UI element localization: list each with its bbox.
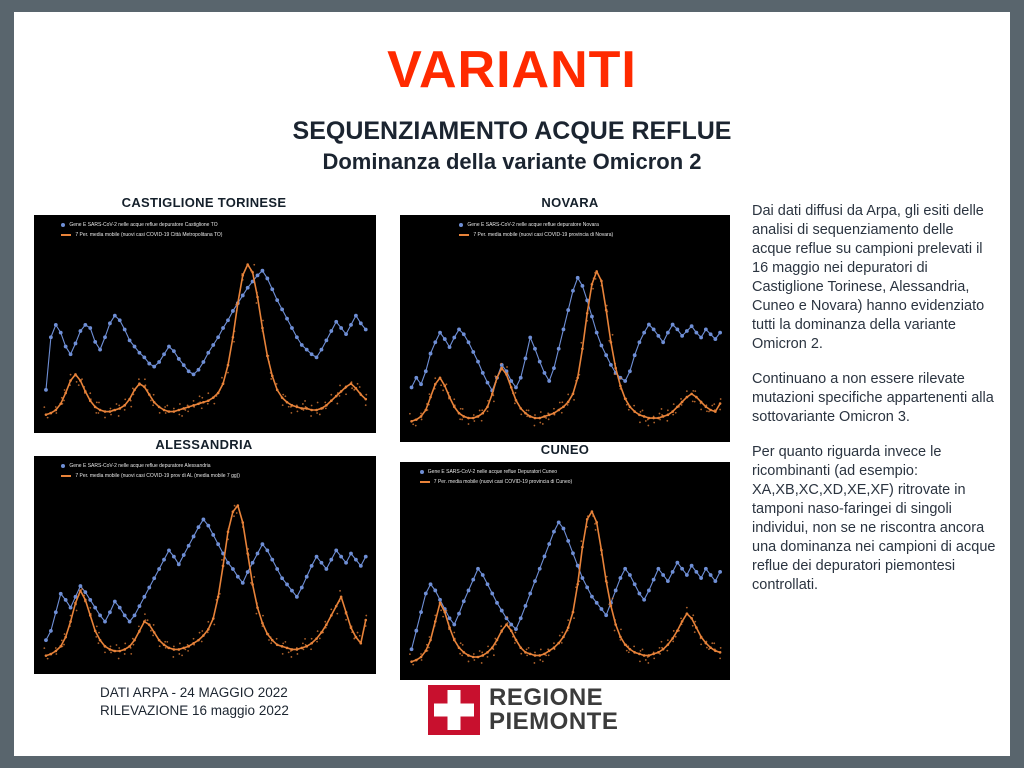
subtitle-primary: SEQUENZIAMENTO ACQUE REFLUE bbox=[292, 117, 732, 145]
chart-legend-alessandria bbox=[61, 461, 240, 481]
chart-castiglione bbox=[34, 215, 376, 433]
legend-label-orange: 7 Per. media mobile (nuovi casi COVID-19 provincia di Novara) bbox=[473, 232, 614, 238]
chart-legend-cuneo bbox=[420, 467, 572, 487]
chart-title-cuneo: CUNEO bbox=[540, 442, 590, 457]
legend-label-blue: Gene E SARS-CoV-2 nelle acque reflue depuratore Novara bbox=[467, 222, 599, 228]
chart-plot-novara bbox=[400, 215, 730, 442]
legend-label-blue: Gene E SARS-CoV-2 nelle acque reflue depuratore Alessandria bbox=[69, 463, 211, 469]
chart-plot-castiglione bbox=[34, 215, 376, 433]
chart-legend-novara bbox=[459, 220, 613, 240]
legend-label-orange: 7 Per. media mobile (nuovi casi COVID-19 provincia di Cuneo) bbox=[433, 479, 573, 485]
source-note-line2: RILEVAZIONE 16 maggio 2022 bbox=[100, 703, 289, 718]
sidebar-paragraph-3: Per quanto riguarda invece le ricombinanti (ad esempio: XA,XB,XC,XD,XE,XF) ritrovate in tamponi naso-faringei di singoli individui, non se ne riscontra ancora una dominanza nei campioni di acque reflue dei depuratori piemontesi controllati. bbox=[752, 444, 996, 593]
legend-marker-orange bbox=[61, 475, 71, 477]
chart-title-castiglione: CASTIGLIONE TORINESE bbox=[121, 195, 287, 210]
page-title: VARIANTI bbox=[387, 41, 637, 99]
legend-marker-orange bbox=[459, 234, 469, 236]
chart-novara bbox=[400, 215, 730, 442]
legend-label-orange: 7 Per. media mobile (nuovi casi COVID-19 prov di AL (media mobile 7 gg)) bbox=[75, 473, 240, 479]
chart-title-novara: NOVARA bbox=[541, 195, 599, 210]
chart-plot-cuneo bbox=[400, 462, 730, 680]
logo-text bbox=[489, 686, 618, 734]
legend-marker-blue bbox=[61, 464, 65, 468]
source-note-line1: DATI ARPA - 24 MAGGIO 2022 bbox=[100, 685, 288, 700]
chart-alessandria bbox=[34, 456, 376, 674]
chart-cuneo bbox=[400, 462, 730, 680]
legend-marker-blue bbox=[459, 223, 463, 227]
sidebar-paragraph-1: Dai dati diffusi da Arpa, gli esiti delle analisi di sequenziamento delle acque reflue su campioni prelevati il 16 maggio nei depuratori di Castiglione Torinese, Alessandria, Cuneo e Novara) hanno evidenziato tutti la dominanza della variante Omicron 2. bbox=[752, 203, 985, 352]
chart-legend-castiglione bbox=[61, 220, 222, 240]
source-note bbox=[100, 684, 289, 720]
chart-plot-alessandria bbox=[34, 456, 376, 674]
sidebar-paragraph-2: Continuano a non essere rilevate mutazioni specifiche appartenenti alla sottovariante Omicron 3. bbox=[752, 371, 994, 425]
subtitle-secondary: Dominanza della variante Omicron 2 bbox=[322, 149, 702, 174]
legend-label-orange: 7 Per. media mobile (nuovi casi COVID-19 Città Metropolitana TO) bbox=[75, 232, 223, 238]
legend-label-blue: Gene E SARS-CoV-2 nelle acque reflue Depuratori Cuneo bbox=[427, 469, 558, 475]
logo-line2: PIEMONTE bbox=[489, 708, 619, 735]
regione-piemonte-logo bbox=[428, 684, 624, 736]
cross-icon bbox=[428, 685, 480, 735]
logo-line1: REGIONE bbox=[489, 684, 604, 711]
legend-marker-orange bbox=[61, 234, 71, 236]
legend-marker-orange bbox=[420, 481, 430, 483]
sidebar-commentary bbox=[752, 202, 996, 611]
legend-marker-blue bbox=[61, 223, 65, 227]
slide bbox=[14, 12, 1010, 756]
legend-marker-blue bbox=[420, 470, 424, 474]
chart-title-alessandria: ALESSANDRIA bbox=[155, 437, 253, 452]
legend-label-blue: Gene E SARS-CoV-2 nelle acque reflue depuratore Castiglione TO bbox=[69, 222, 218, 228]
